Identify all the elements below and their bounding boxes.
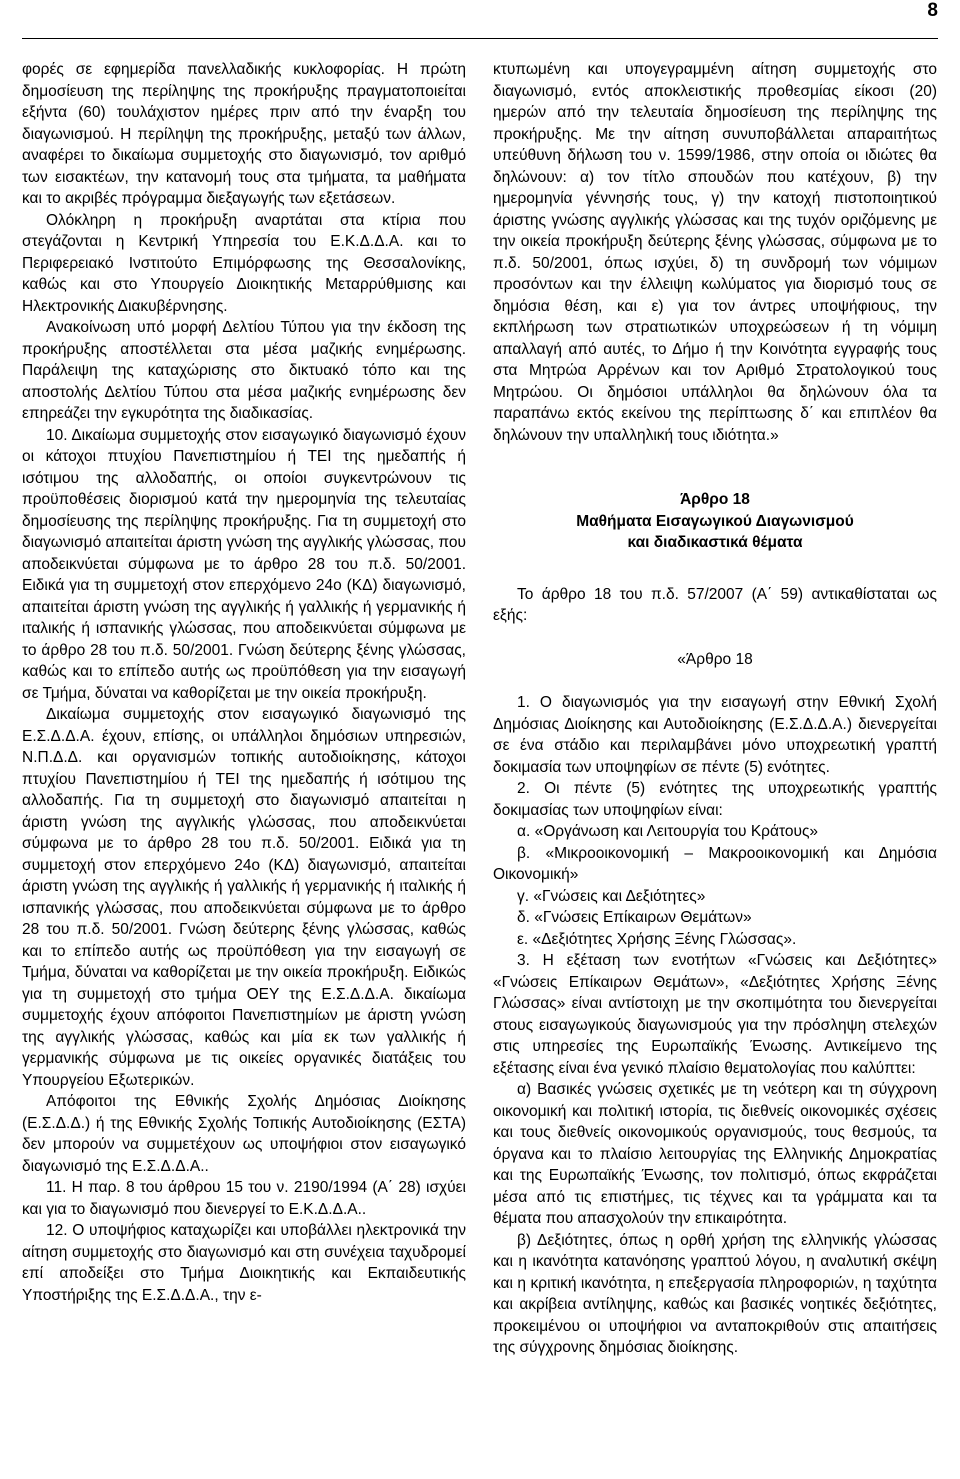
paragraph: 3. Η εξέταση των ενοτήτων «Γνώσεις και Δεξιότητες» «Γνώσεις Επίκαιρων Θεμάτων», «Δεξιότητες Χρήσης Ξένης Γλώσσας» είναι αντίστοιχη με την σκοπιμότητα του διενεργείται στους εισαγωγικούς διαγωνισμούς για την πρόσληψη στελεχών στις υπηρεσίες της Ευρωπαϊκής Ένωσης. Αντικείμενο της εξέτασης είναι ένα γενικό πλαίσιο θεματολογίας που καλύπτει:	[493, 952, 937, 1077]
list-item: δ. «Γνώσεις Επίκαιρων Θεμάτων»	[517, 909, 752, 926]
left-column	[22, 59, 466, 1306]
list-item: α. «Οργάνωση και Λειτουργία του Κράτους»	[517, 823, 819, 840]
paragraph: κτυπωμένη και υπογεγραμμένη αίτηση συμμετοχής στο διαγωνισμό, εντός αποκλειστικής προθεσμίας είκοσι (20) ημερών από την τελευταία δημοσίευση της περίληψης της προκήρυξης. Με την αίτηση συνυποβάλλεται απαραιτήτως υπεύθυνη δήλωση του ν. 1599/1986, στην οποία οι ιδιώτες θα δηλώνουν: α) τον τίτλο σπουδών που κατέχουν, β) την ημερομηνία γέννησής τους, γ) την κατοχή πιστοποιητικού άριστης γνώσης αγγλικής γλώσσας και της τυχόν οριζόμενης με την οικεία προκήρυξη δεύτερης ξένης γλώσσας, σύμφωνα με το π.δ. 50/2001, όπως ισχύει, δ) τη συνδρομή των νόμιμων προσόντων και την έλλειψη κωλύματος για διορισμό τους σε δημόσια θέση, και ε) για τον άντρες υποψήφιους, την εκπλήρωση των στρατιωτικών υποχρεώσεων ή τη νόμιμη απαλλαγή από αυτές, το Δήμο ή την Κοινότητα εγγραφής τους στα Μητρώα Αρρένων και τον Αριθμό Στρατολογικού τους Μητρώου. Οι δημόσιοι υπάλληλοι θα δηλώνουν όλα τα παραπάνω εκτός εκείνου της περίπτωσης δ΄ και επιπλέον θα δηλώνουν την υπαλληλική τους ιδιότητα.»	[493, 61, 937, 444]
header-rule	[22, 38, 938, 39]
paragraph: 11. Η παρ. 8 του άρθρου 15 του ν. 2190/1994 (Α΄ 28) ισχύει και για το διαγωνισμό που διενεργεί το Ε.Κ.Δ.Δ.Α..	[22, 1179, 466, 1218]
list-item: γ. «Γνώσεις και Δεξιότητες»	[517, 887, 706, 905]
paragraph: φορές σε εφημερίδα πανελλαδικής κυκλοφορίας. Η πρώτη δημοσίευση της περίληψης της προκήρυξης πραγματοποιείται εξήντα (60) τουλάχιστον ημέρες πριν από την έναρξη του διαγωνισμού. Η περίληψη της προκήρυξης, μεταξύ των άλλων, αναφέρει το δικαίωμα συμμετοχής στο διαγωνισμό, τον αριθμό των εισακτέων, την κατανομή τους στα τμήματα, τα μαθήματα και το ακριβές πρόγραμμα διεξαγωγής των εξετάσεων.	[22, 61, 466, 207]
paragraph: 2. Οι πέντε (5) ενότητες της υποχρεωτικής γραπτής δοκιμασίας των υποψηφίων είναι:	[493, 780, 937, 819]
paragraph: 10. Δικαίωμα συμμετοχής στον εισαγωγικό διαγωνισμό έχουν οι κάτοχοι πτυχίου Πανεπιστημίου ή ΤΕΙ της ημεδαπής ή ισότιμου της αλλοδαπής, οι οποίοι συγκεντρώνουν τις προϋποθέσεις διορισμού κατά την ημερομηνία της τελευταίας δημοσίευσης της περίληψης προκήρυξης. Για τη συμμετοχή στο διαγωνισμό απαιτείται άριστη γνώση της αγγλικής γλώσσας, που αποδεικνύεται σύμφωνα με το άρθρο 28 του π.δ. 50/2001. Ειδικά για τη συμμετοχή στον επερχόμενο 24ο (ΚΔ) διαγωνισμό, απαιτείται άριστη γνώση της αγγλικής ή γαλλικής ή γερμανικής ή ιταλικής ή ισπανικής γλώσσας, που αποδεικνύεται σύμφωνα με το άρθρο 28 του π.δ. 50/2001. Γνώση δεύτερης ξένης γλώσσας, καθώς και το επίπεδο αυτής ως προϋπόθεση για την εισαγωγή σε Τμήμα, δύναται να καθορίζεται με την οικεία προκήρυξη.	[22, 426, 466, 702]
right-column	[493, 59, 937, 1359]
paragraph: β) Δεξιότητες, όπως η ορθή χρήση της ελληνικής γλώσσας και η ικανότητα κατανόησης γραπτού λόγου, η αναλυτική σκέψη και η κριτική ικανότητα, η επεξεργασία πληροφοριών, η ταχύτητα και ακρίβεια αντίληψης, καθώς και βασικές νοητικές δεξιότητες, προκειμένου οι υποψήφιοι να ανταποκριθούν στις απαιτήσεις της σύγχρονης δημόσιας διοίκησης.	[493, 1231, 937, 1356]
replacement-intro: Το άρθρο 18 του π.δ. 57/2007 (Α΄ 59) αντικαθίσταται ως εξής:	[493, 585, 937, 624]
page-number: 8	[927, 0, 938, 21]
paragraph: 12. Ο υποψήφιος καταχωρίζει και υποβάλλει ηλεκτρονικά την αίτηση συμμετοχής στο διαγωνισμό και στη συνέχεια ταχυδρομεί επί αποδείξει στο Τμήμα Διοικητικής και Εκπαιδευτικής Υποστήριξης της Ε.Σ.Δ.Δ.Α., την ε-	[22, 1222, 466, 1304]
list-item: β. «Μικροοικονομική – Μακροοικονομική και Δημόσια Οικονομική»	[493, 844, 937, 883]
quoted-article-title: «Άρθρο 18	[677, 650, 753, 668]
paragraph: Ανακοίνωση υπό μορφή Δελτίου Τύπου για την έκδοση της προκήρυξης αποστέλλεται στα μέσα μαζικής ενημέρωσης. Παράλειψη της καταχώρισης στο δικτυακό τόπο και της αποστολής Δελτίου Τύπου στα μέσα μαζικής ενημέρωσης δεν επηρεάζει την εγκυρότητα της διαδικασίας.	[22, 319, 466, 422]
article-title-line1: Μαθήματα Εισαγωγικού Διαγωνισμού	[576, 512, 854, 530]
article-number: Άρθρο 18	[680, 491, 750, 508]
paragraph: α) Βασικές γνώσεις σχετικές με τη νεότερη και τη σύγχρονη οικονομική και πολιτική ιστορία, τις διεθνείς οικονομικές σχέσεις και τους διεθνείς οικονομικούς οργανισμούς, τους θεσμούς, τα όργανα και το πλαίσιο λειτουργίας της Ελληνικής Δημοκρατίας και της Ευρωπαϊκής Ένωσης, τον πολιτισμό, όπως εκφράζεται μέσα από τις επιστήμες, τις τέχνες και τα γράμματα και τα θέματα που απασχολούν την επικαιρότητα.	[493, 1081, 937, 1227]
article-heading	[493, 489, 937, 554]
article-title-line2: και διαδικαστικά θέματα	[627, 534, 803, 551]
paragraph: Απόφοιτοι της Εθνικής Σχολής Δημόσιας Διοίκησης (Ε.Σ.Δ.Δ.) ή της Εθνικής Σχολής Τοπικής Αυτοδιοίκησης (ΕΣΤΑ) δεν μπορούν να συμμετέχουν ως υποψήφιοι στον εισαγωγικό διαγωνισμό της Ε.Σ.Δ.Δ.Α..	[22, 1093, 466, 1175]
list-item: ε. «Δεξιότητες Χρήσης Ξένης Γλώσσας».	[517, 930, 797, 948]
paragraph: 1. Ο διαγωνισμός για την εισαγωγή στην Εθνική Σχολή Δημόσιας Διοίκησης και Αυτοδιοίκησης (Ε.Σ.Δ.Δ.Α.) διενεργείται σε ένα στάδιο και περιλαμβάνει μόνο υποχρεωτική γραπτή δοκιμασία των υποψηφίων σε πέντε (5) ενότητες.	[493, 694, 937, 776]
paragraph: Δικαίωμα συμμετοχής στον εισαγωγικό διαγωνισμό της Ε.Σ.Δ.Δ.Α. έχουν, επίσης, οι υπάλληλοι δημόσιων υπηρεσιών, Ν.Π.Δ.Δ. και οργανισμών τοπικής αυτοδιοίκησης, κάτοχοι πτυχίου Πανεπιστημίου ή ΤΕΙ της ημεδαπής ή ισότιμου της αλλοδαπής. Για τη συμμετοχή στο διαγωνισμό απαιτείται η άριστη γνώση της αγγλικής γλώσσας, που αποδεικνύεται σύμφωνα με το άρθρο 28 του π.δ. 50/2001. Ειδικά για τη συμμετοχή στον επερχόμενο 24ο (ΚΔ) διαγωνισμό, απαιτείται άριστη γνώση της αγγλικής ή γαλλικής ή γερμανικής ή ιταλικής ή ισπανικής γλώσσας, που αποδεικνύεται σύμφωνα με το άρθρο 28 του π.δ. 50/2001. Γνώση δεύτερης ξένης γλώσσας, καθώς και το επίπεδο αυτής ως προϋπόθεση για την εισαγωγή σε Τμήμα, δύναται να καθορίζεται με την οικεία προκήρυξη. Ειδικώς για τη συμμετοχή στο τμήμα ΟΕΥ της Ε.Σ.Δ.Δ.Α. δικαίωμα συμμετοχής έχουν απόφοιτοι Πανεπιστημίων με άριστη γνώση της αγγλικής γλώσσας, καθώς και μία εκ των γαλλικής ή γερμανικής σύμφωνα με τις οικείες οργανικές διατάξεις του Υπουργείου Εξωτερικών.	[22, 706, 466, 1089]
paragraph: Ολόκληρη η προκήρυξη αναρτάται στα κτίρια που στεγάζονται η Κεντρική Υπηρεσία του Ε.Κ.Δ.Δ.Α. και το Περιφερειακό Ινστιτούτο Επιμόρφωσης της Θεσσαλονίκης, καθώς και στο Υπουργείο Διοικητικής Μεταρρύθμισης και Ηλεκτρονικής Διακυβέρνησης.	[22, 211, 466, 315]
